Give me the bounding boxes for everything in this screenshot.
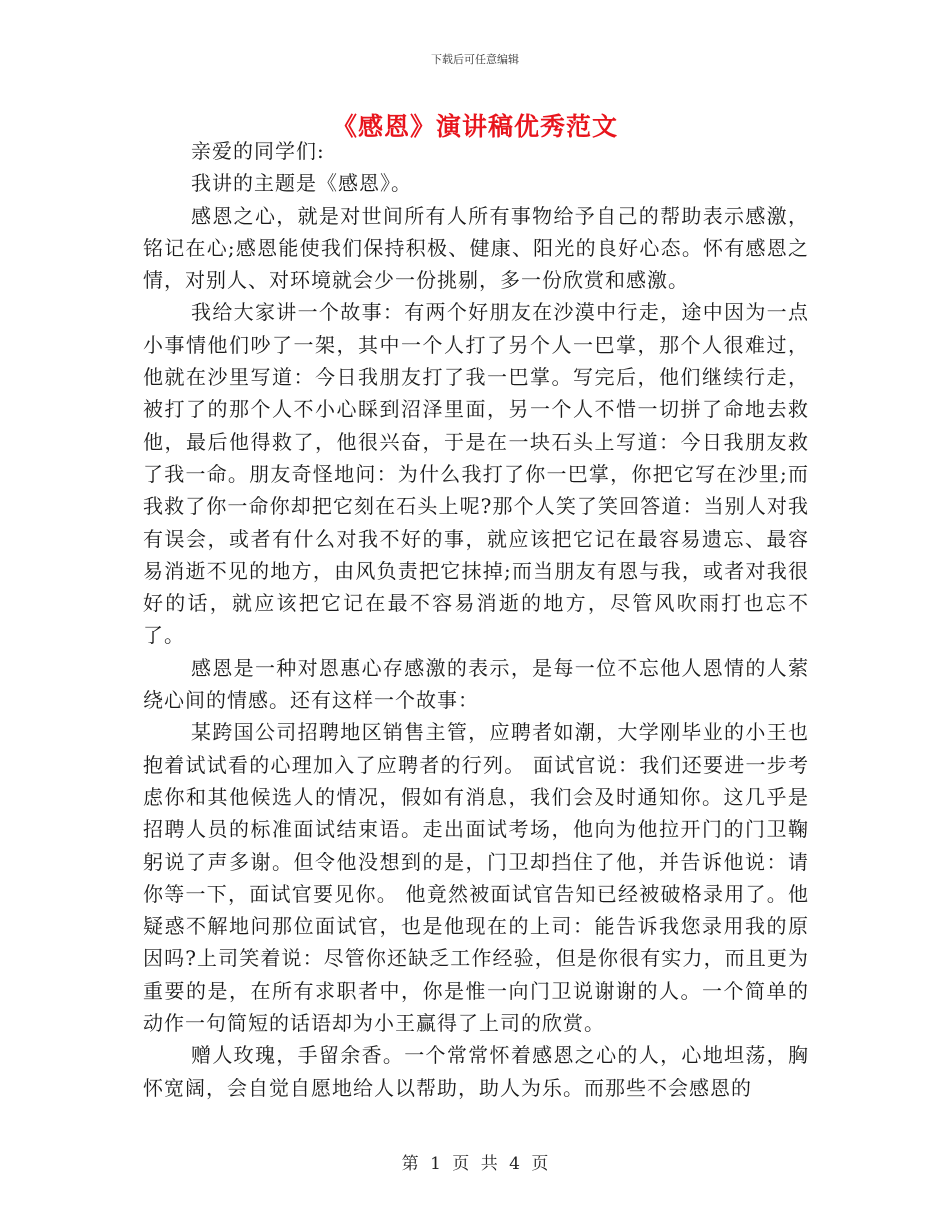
page-number: 第 1 页 共 4 页 xyxy=(401,1154,549,1174)
paragraph-desert-story: 我给大家讲一个故事：有两个好朋友在沙漠中行走，途中因为一点小事情他们吵了一架，其中一个人打了另个人一巴掌，那个人很难过，他就在沙里写道：今日我朋友打了我一巴掌。写完后，他们继续行走，被打了的那个人不小心睬到沼泽里面，另一个人不惜一切拼了命地去救他，最后他得救了，他很兴奋，于是在一块石头上写道：今日我朋友救了我一命。朋友奇怪地问：为什么我打了你一巴掌，你把它写在沙里;而我救了你一命你却把它刻在石头上呢?那个人笑了笑回答道：当别人对我有误会，或者有什么对我不好的事，就应该把它记在最容易遗忘、最容易消逝不见的地方，由风负责把它抹掉;而当朋友有恩与我，或者对我很好的话，就应该把它记在最不容易消逝的地方，尽管风吹雨打也忘不了。 xyxy=(143,300,809,648)
paragraph-transition: 感恩是一种对恩惠心存感激的表示，是每一位不忘他人恩情的人萦绕心间的情感。还有这样一个故事： xyxy=(143,655,809,713)
paragraph-roses: 赠人玫瑰，手留余香。一个常常怀着感恩之心的人，心地坦荡，胸怀宽阔，会自觉自愿地给人以帮助，助人为乐。而那些不会感恩的 xyxy=(143,1043,809,1100)
paragraph-interview-story: 某跨国公司招聘地区销售主管，应聘者如潮，大学刚毕业的小王也抱着试试看的心理加入了应聘者的行列。 面试官说：我们还要进一步考虑你和其他候选人的情况，假如有消息，我们会及时通知你。这几乎是招聘人员的标准面试结束语。走出面试考场，他向为他拉开门的门卫鞠躬说了声多谢。但令他没想到的是，门卫却挡住了他，并告诉他说：请你等一下，面试官要见你。 他竟然被面试官告知已经被破格录用了。他疑惑不解地问那位面试官，也是他现在的上司：能告诉我您录用我的原因吗?上司笑着说：尽管你还缺乏工作经验，但是你很有实力，而且更为重要的是，在所有求职者中，你是惟一向门卫说谢谢的人。一个简单的动作一句简短的话语却为小王赢得了上司的欣赏。 xyxy=(143,720,809,1036)
page-header-note: 下载后可任意编辑 xyxy=(431,53,519,66)
document-body xyxy=(143,135,809,1104)
document-title: 《感恩》演讲稿优秀范文 xyxy=(331,112,618,141)
paragraph-definition: 感恩之心，就是对世间所有人所有事物给予自己的帮助表示感激，铭记在心;感恩能使我们保持积极、健康、阳光的良好心态。怀有感恩之情，对别人、对环境就会少一份挑剔，多一份欣赏和感激。 xyxy=(143,203,809,293)
paragraph-greeting: 亲爱的同学们: xyxy=(191,139,325,163)
paragraph-topic: 我讲的主题是《感恩》。 xyxy=(191,171,412,196)
